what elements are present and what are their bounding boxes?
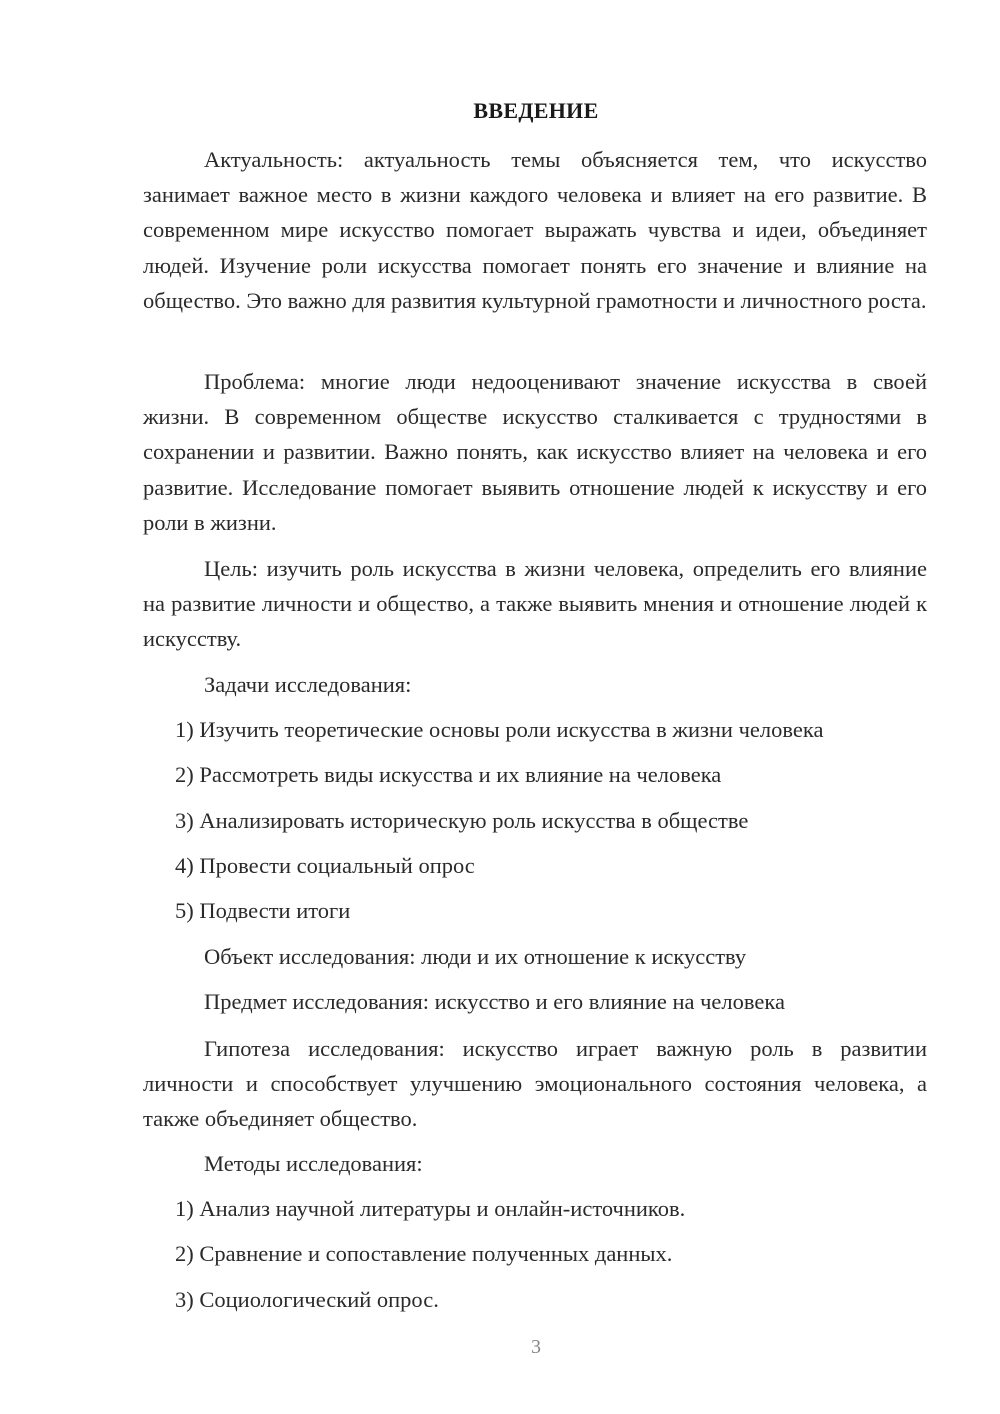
research-subject: Предмет исследования: искусство и его влияние на человека (204, 989, 785, 1014)
task-item-3: 3) Анализировать историческую роль искусства в обществе (175, 808, 749, 833)
tasks-heading: Задачи исследования: (204, 672, 412, 697)
method-item-3: 3) Социологический опрос. (175, 1287, 439, 1312)
paragraph-relevance: Актуальность: актуальность темы объясняется тем, что искусство занимает важное место в жизни каждого человека и влияет на его развитие. В современном мире искусство помогает выражать чувства и идеи, объединяет людей. Изучение роли искусства помогает понять его значение и влияние на общество. Это важно для развития культурной грамотности и личностного роста. (143, 147, 927, 313)
task-item-2: 2) Рассмотреть виды искусства и их влияние на человека (175, 762, 722, 787)
research-object: Объект исследования: люди и их отношение к искусству (204, 944, 747, 969)
method-item-1: 1) Анализ научной литературы и онлайн-источников. (175, 1196, 686, 1221)
methods-heading: Методы исследования: (204, 1151, 423, 1176)
section-heading: ВВЕДЕНИЕ (473, 98, 599, 123)
paragraph-problem: Проблема: многие люди недооценивают значение искусства в своей жизни. В современном обществе искусство сталкивается с трудностями в сохранении и развитии. Важно понять, как искусство влияет на человека и его развитие. Исследование помогает выявить отношение людей к искусству и его роли в жизни. (143, 369, 927, 535)
page-number: 3 (531, 1336, 541, 1358)
paragraph-goal: Цель: изучить роль искусства в жизни человека, определить его влияние на развитие личности и общество, а также выявить мнения и отношение людей к искусству. (143, 556, 927, 652)
task-item-1: 1) Изучить теоретические основы роли искусства в жизни человека (175, 717, 824, 742)
method-item-2: 2) Сравнение и сопоставление полученных данных. (175, 1241, 673, 1266)
paragraph-hypothesis: Гипотеза исследования: искусство играет важную роль в развитии личности и способствует улучшению эмоционального состояния человека, а также объединяет общество. (143, 1036, 927, 1132)
task-item-4: 4) Провести социальный опрос (175, 853, 475, 878)
task-item-5: 5) Подвести итоги (175, 898, 351, 923)
